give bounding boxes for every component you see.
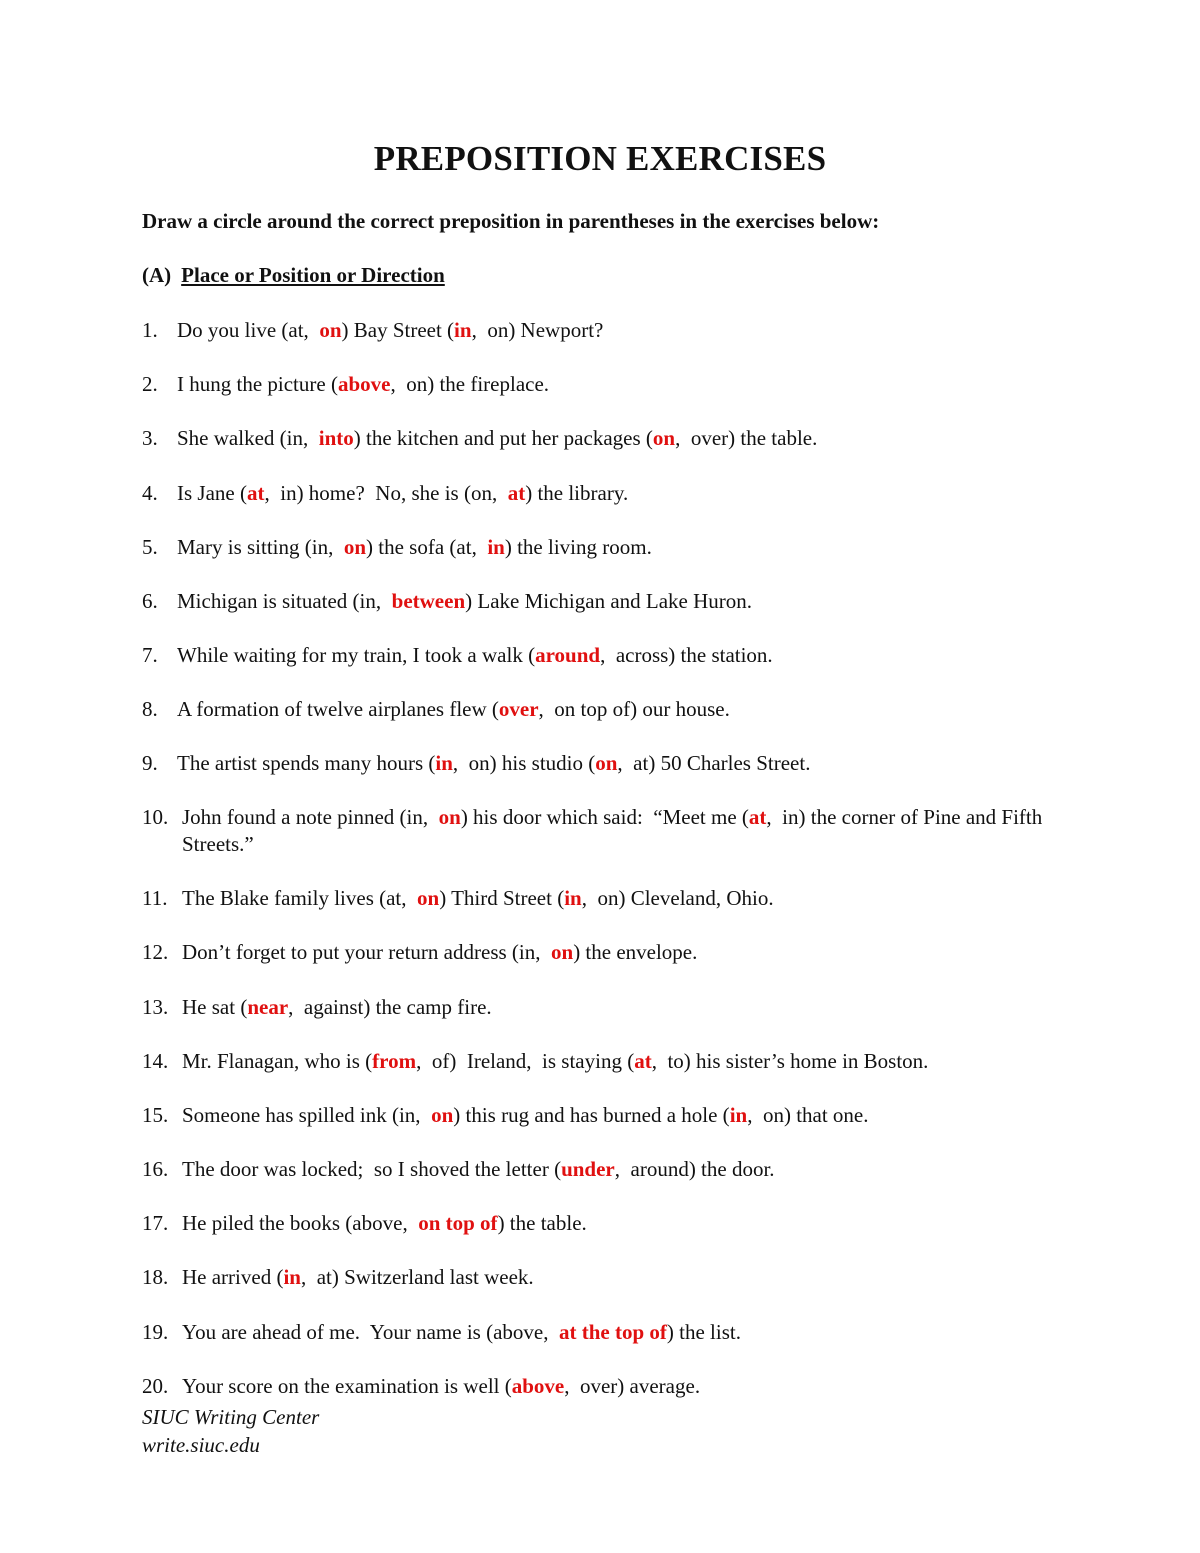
answer-highlight: in: [435, 751, 453, 775]
exercise-number: 19.: [142, 1320, 169, 1344]
answer-highlight: on: [417, 886, 440, 910]
exercise-text-segment: The Blake family lives (at,: [182, 886, 418, 910]
exercise-item: [142, 750, 1072, 777]
exercise-text: [142, 480, 1072, 507]
exercise-text: [142, 696, 1072, 723]
exercise-item: [142, 317, 1072, 344]
exercise-item: [142, 371, 1072, 398]
exercise-item: [142, 588, 1072, 615]
answer-highlight: on: [595, 751, 618, 775]
answer-highlight: from: [372, 1049, 417, 1073]
exercise-text-segment: Do you live (at,: [177, 318, 320, 342]
exercise-number: 18.: [142, 1265, 169, 1289]
exercise-text: [142, 642, 1072, 669]
exercise-text-segment: ) his door which said: “Meet me (: [460, 805, 749, 829]
answer-highlight: in: [487, 535, 505, 559]
exercise-text: [142, 1319, 1072, 1346]
instructions: Draw a circle around the correct preposition in parentheses in the exercises below:: [142, 209, 880, 233]
exercise-text-segment: , on) Newport?: [471, 318, 604, 342]
exercise-text-segment: , over) average.: [564, 1374, 701, 1398]
exercise-text-segment: Michigan is situated (in,: [177, 589, 392, 613]
exercise-text-segment: ) the list.: [666, 1320, 741, 1344]
exercise-text-segment: , over) the table.: [675, 426, 818, 450]
exercise-item: [142, 1373, 1072, 1400]
exercise-text-segment: , to) his sister’s home in Boston.: [651, 1049, 929, 1073]
exercise-text-segment: ) the kitchen and put her packages (: [353, 426, 653, 450]
answer-highlight: on top of: [418, 1211, 498, 1235]
exercise-text-segment: , in) the corner of Pine and Fifth Streets.”: [182, 805, 1048, 856]
exercise-text: [142, 804, 1072, 858]
footer: [142, 1403, 319, 1459]
answer-highlight: on: [343, 535, 367, 559]
exercise-number: 7.: [142, 643, 158, 667]
answer-highlight: under: [561, 1157, 615, 1181]
exercise-text-segment: , on) the fireplace.: [390, 372, 550, 396]
exercise-item: [142, 642, 1072, 669]
exercise-text-segment: Someone has spilled ink (in,: [182, 1103, 432, 1127]
exercise-text-segment: , at) Switzerland last week.: [300, 1265, 534, 1289]
exercise-text-segment: She walked (in,: [177, 426, 319, 450]
answer-highlight: over: [498, 697, 539, 721]
exercise-text-segment: , around) the door.: [614, 1157, 775, 1181]
exercise-item: [142, 939, 1072, 966]
exercise-text-segment: Don’t forget to put your return address (in,: [182, 940, 551, 964]
exercise-text-segment: Mary is sitting (in,: [177, 535, 344, 559]
exercise-item: [142, 885, 1072, 912]
exercise-text-segment: ) Third Street (: [439, 886, 565, 910]
exercise-text-segment: The artist spends many hours (: [177, 751, 436, 775]
footer-org: SIUC Writing Center: [142, 1405, 320, 1429]
exercise-item: [142, 425, 1072, 452]
exercise-item: [142, 994, 1072, 1021]
exercise-text: [142, 425, 1072, 452]
exercise-number: 14.: [142, 1049, 169, 1073]
exercise-item: [142, 1319, 1072, 1346]
exercise-text-segment: , against) the camp fire.: [288, 995, 492, 1019]
exercise-text-segment: A formation of twelve airplanes flew (: [177, 697, 499, 721]
answer-highlight: into: [318, 426, 354, 450]
answer-highlight: in: [283, 1265, 301, 1289]
answer-highlight: on: [431, 1103, 454, 1127]
exercise-item: [142, 1156, 1072, 1183]
answer-highlight: above: [511, 1374, 565, 1398]
section-label: (A): [142, 263, 172, 287]
exercise-number: 15.: [142, 1103, 169, 1127]
exercise-text-segment: He piled the books (above,: [182, 1211, 419, 1235]
exercise-item: [142, 1210, 1072, 1237]
exercise-text: [142, 750, 1072, 777]
exercise-number: 10.: [142, 805, 169, 829]
exercise-number: 17.: [142, 1211, 169, 1235]
answer-highlight: in: [729, 1103, 748, 1127]
exercise-text-segment: The door was locked; so I shoved the letter (: [182, 1157, 562, 1181]
answer-highlight: in: [564, 886, 582, 910]
answer-highlight: at: [507, 481, 526, 505]
exercise-text-segment: ) this rug and has burned a hole (: [453, 1103, 730, 1127]
exercise-text-segment: , on) that one.: [747, 1103, 869, 1127]
section-heading: Place or Position or Direction: [181, 263, 445, 287]
exercise-number: 12.: [142, 940, 169, 964]
exercise-text: [142, 885, 1072, 912]
exercise-text-segment: ) the living room.: [504, 535, 652, 559]
exercise-item: [142, 534, 1072, 561]
exercise-text: [142, 371, 1072, 398]
answer-highlight: on: [551, 940, 574, 964]
exercise-number: 16.: [142, 1157, 169, 1181]
exercise-text-segment: John found a note pinned (in,: [182, 805, 439, 829]
answer-highlight: at: [634, 1049, 652, 1073]
exercise-item: [142, 696, 1072, 723]
answer-highlight: at: [748, 805, 767, 829]
exercise-number: 3.: [142, 426, 158, 450]
exercise-text: [142, 1210, 1072, 1237]
exercise-text-segment: Mr. Flanagan, who is (: [182, 1049, 373, 1073]
exercise-text: [142, 534, 1072, 561]
exercise-text-segment: ) the library.: [525, 481, 629, 505]
exercise-text-segment: Is Jane (: [177, 481, 247, 505]
answer-highlight: in: [454, 318, 472, 342]
exercise-item: [142, 1264, 1072, 1291]
answer-highlight: on: [652, 426, 676, 450]
answer-highlight: at: [246, 481, 265, 505]
exercise-text-segment: , of) Ireland, is staying (: [416, 1049, 635, 1073]
exercise-text-segment: , on top of) our house.: [538, 697, 730, 721]
exercise-text-segment: ) the envelope.: [573, 940, 698, 964]
exercise-text-segment: You are ahead of me. Your name is (above,: [182, 1320, 559, 1344]
exercise-number: 20.: [142, 1374, 169, 1398]
exercise-number: 4.: [142, 481, 158, 505]
exercise-number: 1.: [142, 318, 158, 342]
footer-site: write.siuc.edu: [142, 1433, 260, 1457]
exercise-text: [142, 1373, 1072, 1400]
exercise-number: 8.: [142, 697, 158, 721]
answer-highlight: on: [319, 318, 342, 342]
exercise-text: [142, 1102, 1072, 1129]
exercise-text-segment: ) the sofa (at,: [366, 535, 488, 559]
exercise-text: [142, 1264, 1072, 1291]
exercise-number: 2.: [142, 372, 158, 396]
exercise-text: [142, 317, 1072, 344]
answer-highlight: at the top of: [558, 1320, 667, 1344]
exercise-text-segment: , in) home? No, she is (on,: [264, 481, 508, 505]
page-title: PREPOSITION EXERCISES: [373, 139, 827, 178]
exercise-text-segment: I hung the picture (: [177, 372, 338, 396]
answer-highlight: between: [391, 589, 466, 613]
section-heading-row: [142, 263, 445, 288]
answer-highlight: above: [337, 372, 391, 396]
exercise-item: [142, 804, 1072, 858]
exercise-text-segment: While waiting for my train, I took a walk (: [177, 643, 536, 667]
exercise-text-segment: , on) Cleveland, Ohio.: [581, 886, 774, 910]
exercise-text: [142, 1156, 1072, 1183]
exercise-text-segment: , at) 50 Charles Street.: [617, 751, 811, 775]
exercise-text-segment: ) the table.: [497, 1211, 587, 1235]
exercise-item: [142, 480, 1072, 507]
exercise-text: [142, 588, 1072, 615]
exercise-text: [142, 939, 1072, 966]
answer-highlight: around: [535, 643, 601, 667]
exercise-text-segment: He arrived (: [182, 1265, 284, 1289]
answer-highlight: on: [438, 805, 461, 829]
exercise-text-segment: , across) the station.: [600, 643, 773, 667]
exercise-number: 6.: [142, 589, 158, 613]
exercise-text-segment: ) Lake Michigan and Lake Huron.: [465, 589, 753, 613]
exercise-text-segment: He sat (: [182, 995, 248, 1019]
exercise-item: [142, 1048, 1072, 1075]
exercise-text: [142, 994, 1072, 1021]
exercise-number: 11.: [142, 886, 168, 910]
exercise-text: [142, 1048, 1072, 1075]
exercise-number: 9.: [142, 751, 158, 775]
exercise-text-segment: Your score on the examination is well (: [182, 1374, 512, 1398]
exercise-number: 13.: [142, 995, 169, 1019]
exercise-text-segment: ) Bay Street (: [341, 318, 455, 342]
exercise-item: [142, 1102, 1072, 1129]
exercise-number: 5.: [142, 535, 158, 559]
answer-highlight: near: [247, 995, 289, 1019]
exercise-text-segment: , on) his studio (: [452, 751, 596, 775]
